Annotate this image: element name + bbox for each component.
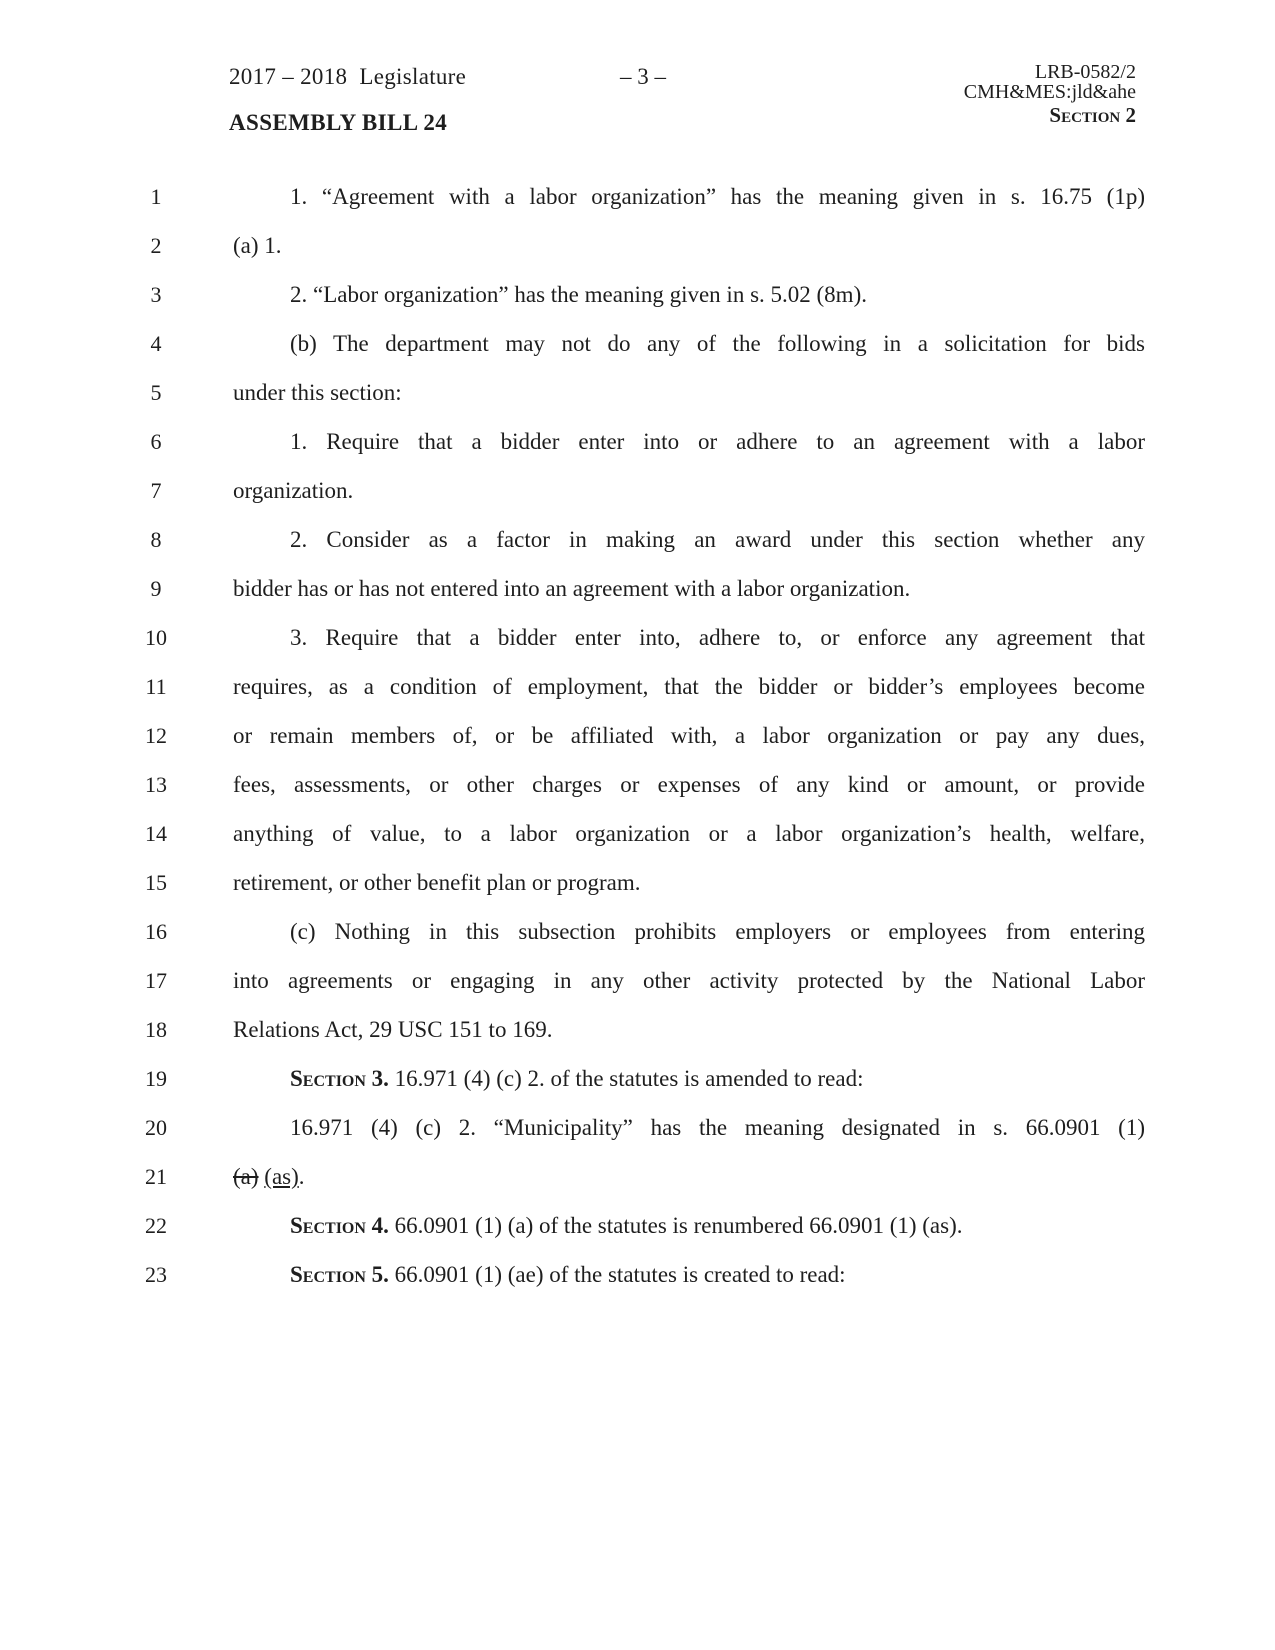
line-number: 16	[145, 919, 167, 944]
line-text: or remain members of, or be affiliated with, a labor organization or pay any dues,	[233, 723, 1145, 748]
section-label: Section 5.	[290, 1262, 389, 1287]
bill-line	[0, 870, 1275, 921]
line-number: 11	[145, 674, 167, 699]
bill-line	[0, 723, 1275, 774]
line-text: 3. Require that a bidder enter into, adhere to, or enforce any agreement that	[290, 625, 1145, 650]
line-number: 12	[145, 723, 167, 748]
line-number: 23	[145, 1262, 167, 1287]
bill-line	[0, 1066, 1275, 1117]
line-number: 8	[150, 527, 162, 552]
section-text: 66.0901 (1) (a) of the statutes is renumbered 66.0901 (1) (as).	[388, 1213, 963, 1238]
bill-line	[0, 674, 1275, 725]
line-text: bidder has or has not entered into an agreement with a labor organization.	[233, 576, 911, 601]
line-number: 21	[145, 1164, 167, 1189]
bill-line	[0, 1164, 1275, 1215]
line-number: 5	[150, 380, 162, 405]
line-tail: .	[298, 1164, 305, 1189]
line-text	[290, 1066, 1145, 1092]
section-text: 66.0901 (1) (ae) of the statutes is created to read:	[388, 1262, 846, 1287]
legislature-session: 2017 – 2018 Legislature	[229, 64, 467, 89]
bill-line	[0, 527, 1275, 578]
line-number: 15	[145, 870, 167, 895]
line-number: 19	[145, 1066, 167, 1091]
inserted-text: (as)	[264, 1164, 299, 1189]
line-text: retirement, or other benefit plan or program.	[233, 870, 641, 895]
line-text: 1. “Agreement with a labor organization” has the meaning given in s. 16.75 (1p)	[290, 184, 1145, 209]
bill-line	[0, 1262, 1275, 1313]
line-number: 6	[150, 429, 162, 454]
line-number: 22	[145, 1213, 167, 1238]
section-label: Section 4.	[290, 1213, 389, 1238]
bill-line	[0, 968, 1275, 1019]
section-heading: Section 2	[1049, 103, 1136, 127]
bill-line	[0, 772, 1275, 823]
line-text: (c) Nothing in this subsection prohibits employers or employees from entering	[290, 919, 1145, 944]
line-text	[233, 1164, 1145, 1190]
bill-line	[0, 478, 1275, 529]
line-text: Relations Act, 29 USC 151 to 169.	[233, 1017, 553, 1042]
line-text: 2. Consider as a factor in making an award under this section whether any	[290, 527, 1145, 552]
page-number: – 3 –	[620, 64, 666, 89]
bill-title: ASSEMBLY BILL 24	[229, 110, 448, 135]
bill-line	[0, 576, 1275, 627]
drafting-info	[964, 62, 1136, 125]
line-number: 14	[145, 821, 167, 846]
bill-line	[0, 282, 1275, 333]
bill-line	[0, 184, 1275, 235]
bill-line	[0, 1115, 1275, 1166]
line-text: 1. Require that a bidder enter into or adhere to an agreement with a labor	[290, 429, 1145, 454]
bill-line	[0, 331, 1275, 382]
line-text: under this section:	[233, 380, 402, 405]
drafter-initials: CMH&MES:jld&ahe	[963, 81, 1136, 103]
section-label: Section 3.	[290, 1066, 389, 1091]
line-number: 10	[145, 625, 167, 650]
line-number: 4	[150, 331, 162, 356]
line-text: requires, as a condition of employment, that the bidder or bidder’s employees become	[233, 674, 1145, 699]
line-text: into agreements or engaging in any other activity protected by the National Labor	[233, 968, 1145, 993]
line-number: 7	[150, 478, 162, 503]
line-number: 17	[145, 968, 167, 993]
line-text: 2. “Labor organization” has the meaning given in s. 5.02 (8m).	[290, 282, 867, 307]
bill-line	[0, 429, 1275, 480]
line-text: (a) 1.	[233, 233, 282, 258]
bill-line	[0, 919, 1275, 970]
line-text: (b) The department may not do any of the following in a solicitation for bids	[290, 331, 1145, 356]
line-text: organization.	[233, 478, 354, 503]
bill-line	[0, 821, 1275, 872]
lrb-number: LRB-0582/2	[1034, 61, 1136, 83]
bill-line	[0, 380, 1275, 431]
bill-line	[0, 233, 1275, 284]
struck-text: (a)	[233, 1164, 259, 1189]
line-number: 20	[145, 1115, 167, 1140]
line-number: 18	[145, 1017, 167, 1042]
line-text	[290, 1213, 1145, 1239]
bill-line	[0, 625, 1275, 676]
line-number: 1	[150, 184, 162, 209]
line-text: fees, assessments, or other charges or expenses of any kind or amount, or provide	[233, 772, 1145, 797]
bill-line	[0, 1213, 1275, 1264]
line-number: 9	[150, 576, 162, 601]
line-number: 2	[150, 233, 162, 258]
line-text: anything of value, to a labor organization or a labor organization’s health, welfare,	[233, 821, 1145, 846]
section-text: 16.971 (4) (c) 2. of the statutes is amended to read:	[388, 1066, 864, 1091]
line-number: 3	[150, 282, 162, 307]
line-text	[290, 1262, 1145, 1288]
line-number: 13	[145, 772, 167, 797]
line-text: 16.971 (4) (c) 2. “Municipality” has the meaning designated in s. 66.0901 (1)	[290, 1115, 1145, 1140]
bill-line	[0, 1017, 1275, 1068]
